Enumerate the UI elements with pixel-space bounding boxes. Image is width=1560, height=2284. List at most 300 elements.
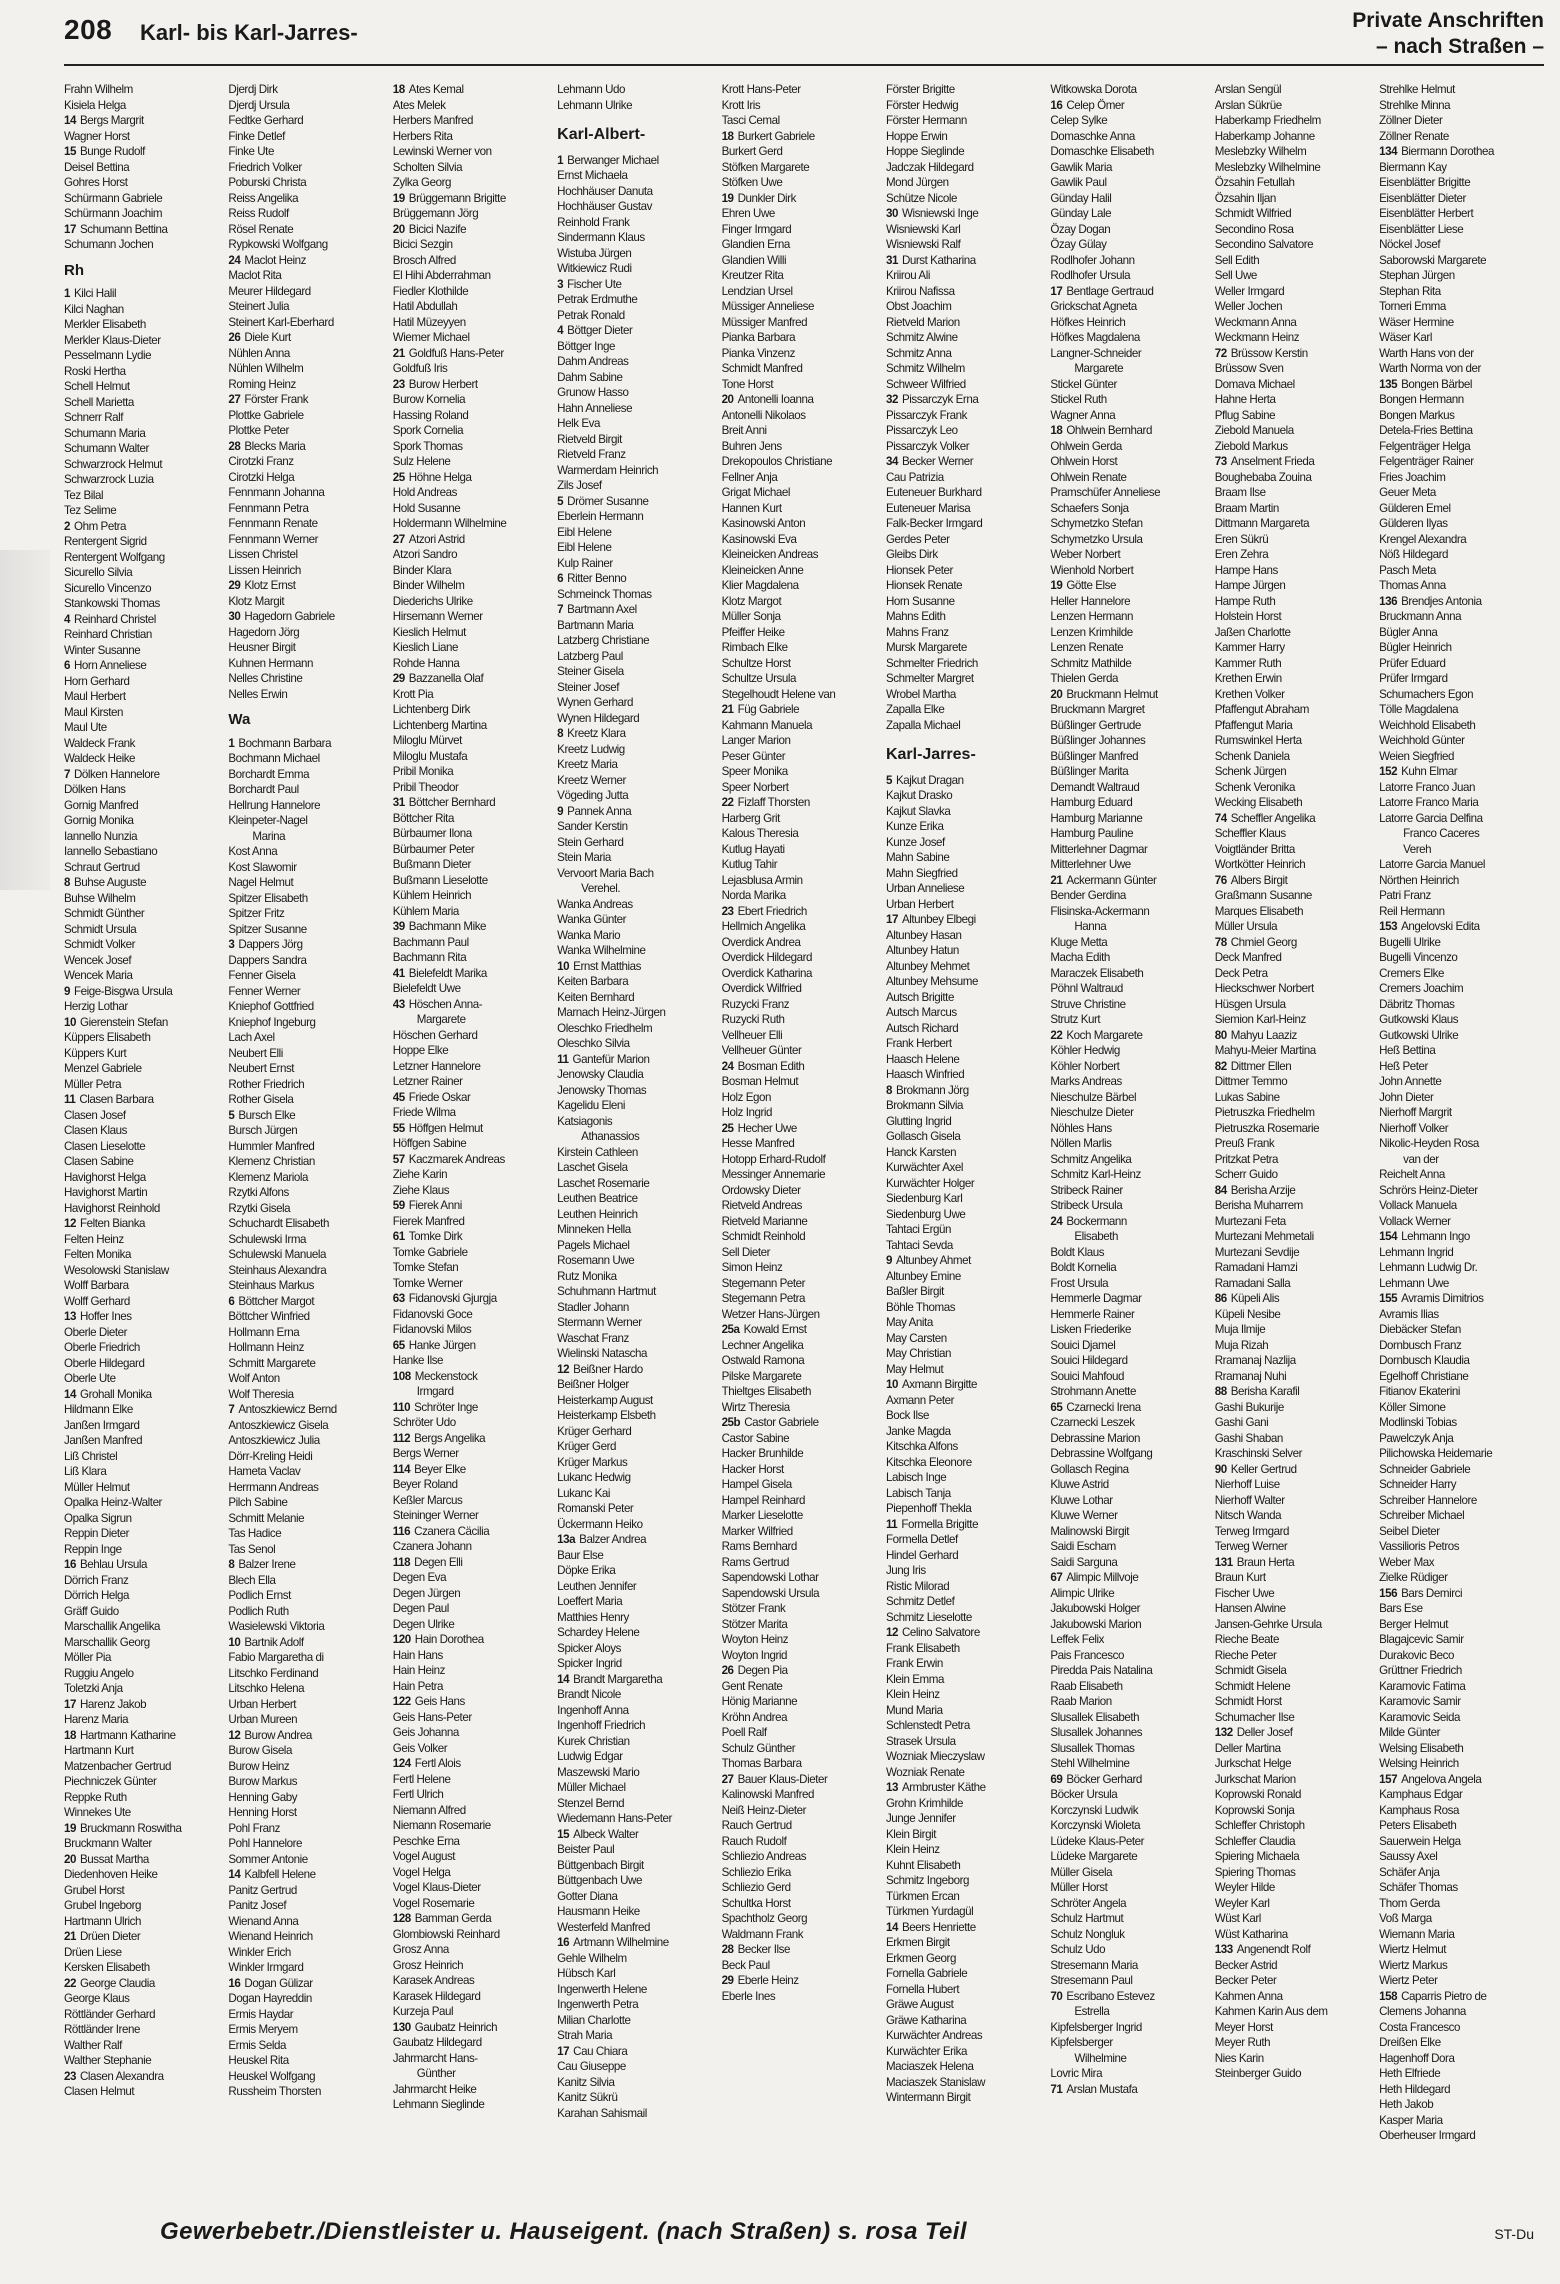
resident-name: Meckenstock [414,1369,478,1383]
resident-entry: Oberle Dieter [64,1325,128,1339]
house-number: 153 [1379,920,1398,933]
resident-entry: Schultze Ursula [721,672,797,685]
resident-entry: Messinger Annemarie [721,1168,826,1181]
resident-entry: Costa Francesco [1379,2020,1461,2034]
resident-name: Czarnecki Irena [1066,1400,1141,1414]
resident-entry: Schardey Helene [557,1626,640,1639]
resident-entry [722,1322,884,1338]
resident-entry: Havighorst Martin [64,1186,148,1199]
resident-name: Brüssow Kerstin [1230,346,1308,360]
resident-entry: Strohmann Anette [1050,1385,1136,1398]
resident-name: Armbruster Käthe [901,1781,986,1794]
house-number: 43 [392,997,405,1011]
resident-entry: Detela-Fries Bettina [1379,424,1473,437]
resident-entry [393,1152,555,1168]
house-number: 72 [1214,346,1227,360]
resident-entry: Nierhoff Walter [1214,1493,1285,1507]
resident-entry: Slusallek Johannes [1050,1726,1143,1739]
resident-entry: Brüssow Sven [1214,362,1284,375]
resident-name: Artmann Wilhelmine [573,1936,669,1949]
resident-entry: Ückermann Heiko [557,1517,643,1531]
resident-entry: Ramadani Salla [1214,1276,1291,1290]
house-number: 18 [392,83,405,96]
resident-entry [393,191,555,207]
entry-continuation: van der [1403,1152,1439,1166]
resident-entry [557,323,719,339]
resident-entry: Mahns Edith [885,610,946,623]
resident-entry: Altunbey Emine [885,1269,961,1283]
resident-entry: Nitsch Wanda [1214,1509,1282,1522]
resident-entry: Altunbey Mehsume [885,975,978,988]
resident-entry: Kahmen Anna [1214,1989,1283,2003]
resident-name: Balzer Irene [238,1558,296,1571]
resident-entry [393,1338,555,1354]
resident-entry: Rzytki Gisela [228,1201,291,1215]
resident-entry: Bongen Markus [1379,408,1455,422]
resident-entry: Hain Heinz [392,1664,445,1677]
resident-entry: Hahne Herta [1214,393,1276,406]
resident-entry: Muja Rizah [1214,1338,1269,1352]
resident-name: Hoffer Ines [80,1310,132,1323]
resident-entry [1050,1772,1212,1788]
house-number: 55 [392,1121,405,1135]
resident-name: Castor Gabriele [744,1416,819,1429]
directory-columns [64,82,1544,2198]
house-number: 4 [64,612,70,626]
resident-entry: Wintermann Birgit [885,2091,971,2104]
resident-entry: Schürmann Gabriele [64,191,163,205]
resident-entry: Türkmen Yurdagül [885,1905,974,1918]
resident-entry: Labisch Tanja [885,1486,951,1500]
resident-entry: Glutting Ingrid [885,1114,952,1128]
resident-name: Bamman Gerda [414,1912,492,1925]
resident-entry: Wiertz Markus [1379,1958,1448,1972]
entry-continuation: Günther [416,2067,456,2080]
resident-entry: Plottke Peter [228,424,289,437]
resident-entry [1379,377,1541,393]
resident-name: Bruckmann Helmut [1066,687,1158,701]
resident-entry: Gashi Shaban [1214,1431,1283,1445]
house-number: 22 [1050,1028,1063,1042]
resident-entry: Bürbaumer Ilona [392,827,472,840]
resident-entry: Jahrmarcht Hans- [392,2051,478,2065]
resident-entry: Grubel Ingeborg [64,1899,142,1912]
resident-entry [886,253,1048,269]
resident-entry: Petrak Erdmuthe [557,293,638,306]
resident-entry: Schmelter Margret [885,672,974,685]
resident-entry: Lenzen Krimhilde [1050,625,1133,639]
resident-name: Deller Josef [1236,1726,1293,1739]
resident-entry: Wäser Karl [1379,331,1432,344]
resident-entry: Secondino Rosa [1214,222,1294,236]
resident-name: Höschen Anna- [408,997,483,1011]
house-number: 18 [64,1728,76,1742]
resident-entry: Büßlinger Manfred [1050,749,1139,763]
resident-entry [722,129,884,145]
resident-entry: Kipfelsberger Ingrid [1050,2020,1142,2034]
resident-entry: Büßlinger Gertrude [1050,718,1141,732]
resident-entry: Kriirou Ali [885,269,930,282]
resident-entry: Kurzeja Paul [392,2005,454,2018]
resident-entry: Kitschka Eleonore [885,1455,972,1469]
resident-entry: Klotz Margit [228,594,285,608]
resident-name: Bachmann Mike [408,920,487,933]
resident-name: Dittmer Ellen [1230,1059,1292,1073]
street-heading: Karl-Albert- [557,126,646,143]
resident-entry [722,1772,884,1788]
resident-entry: Burow Markus [228,1775,298,1788]
resident-entry: Kajkut Slavka [885,804,951,818]
resident-entry [886,206,1048,222]
resident-entry [64,1387,226,1403]
resident-entry [1379,764,1541,780]
resident-entry: Heß Bettina [1379,1044,1436,1057]
resident-entry: Schumachers Egon [1379,687,1474,701]
resident-entry: Matthies Henry [557,1610,629,1624]
resident-entry: Burow Kornelia [392,393,466,406]
resident-entry: Heth Elfriede [1379,2067,1441,2080]
resident-entry: Helk Eva [557,417,600,430]
resident-entry: Lukanc Hedwig [557,1471,631,1484]
resident-entry: Oberheuser Irmgard [1379,2129,1476,2142]
resident-entry: Kahmen Karin Aus dem [1214,2005,1328,2018]
resident-entry [228,1728,390,1744]
resident-entry: Sell Edith [1214,253,1260,267]
resident-entry: Vogel Klaus-Dieter [392,1881,481,1894]
resident-entry: Ordowsky Dieter [721,1183,801,1197]
house-number: 156 [1379,1586,1398,1600]
resident-entry: Fennmann Johanna [228,486,325,499]
page-header [64,8,1544,66]
resident-entry: Autsch Richard [885,1021,959,1035]
house-number: 6 [64,659,70,672]
resident-entry: Ingenhoff Anna [557,1703,629,1717]
house-number: 5 [885,773,892,787]
resident-entry: Wüst Karl [1214,1912,1261,1925]
resident-entry: Felgenträger Helga [1379,439,1471,453]
resident-entry: Dahm Andreas [557,355,629,368]
resident-entry: Iannello Sebastiano [64,845,158,858]
resident-entry: Janke Magda [885,1424,951,1438]
resident-entry [886,1780,1048,1796]
resident-entry: Reil Hermann [1379,904,1445,918]
house-number: 152 [1379,765,1398,778]
resident-entry: Roming Heinz [228,377,296,391]
resident-entry: Opalka Heinz-Walter [64,1496,162,1509]
resident-entry: Pfaffengut Abraham [1214,703,1309,716]
resident-entry: Felgenträger Rainer [1379,455,1474,468]
resident-entry [1215,1291,1377,1307]
resident-entry: Tomke Werner [392,1276,463,1290]
resident-entry: Schulewski Manuela [228,1248,326,1261]
resident-entry: Ziehe Klaus [392,1183,450,1197]
resident-entry: Ohlwein Horst [1050,455,1118,468]
resident-entry: Pagels Michael [557,1238,630,1252]
resident-entry: Nörthen Heinrich [1379,873,1459,887]
resident-entry: Stermann Werner [557,1316,642,1329]
resident-entry [228,1635,390,1651]
resident-entry: Euteneuer Burkhard [885,486,982,499]
resident-entry: Rietveld Birgit [557,432,622,446]
resident-entry: Cau Giuseppe [557,2060,626,2073]
resident-entry: Leffek Felix [1050,1633,1105,1646]
resident-entry: Fierek Manfred [392,1214,465,1228]
resident-entry: Schmitz Angelika [1050,1152,1132,1166]
resident-entry: Havighorst Helga [64,1170,146,1184]
resident-entry: Geis Volker [392,1741,448,1755]
resident-entry: Gräff Guido [64,1604,119,1618]
resident-entry: Demandt Waltraud [1050,780,1140,794]
resident-entry [228,330,390,346]
resident-entry: Rauch Gertrud [721,1819,792,1832]
resident-entry: Hellmich Angelika [721,920,806,933]
resident-entry: Strehlke Minna [1379,98,1451,112]
resident-entry: Harberg Grit [721,811,780,825]
resident-entry: Kamphaus Rosa [1379,1803,1459,1817]
resident-entry: Schneider Harry [1379,1478,1457,1491]
resident-name: Beyer Elke [414,1462,466,1476]
resident-entry: Hameta Vaclav [228,1465,301,1478]
resident-entry: Lejasblusa Armin [721,873,803,887]
resident-entry: Zöllner Dieter [1379,114,1443,127]
resident-name: Bochmann Barbara [238,736,332,750]
resident-entry [886,1083,1048,1099]
resident-entry: Heß Peter [1379,1059,1428,1073]
resident-entry: Krethen Erwin [1214,672,1282,685]
resident-entry: Welsing Elisabeth [1379,1741,1464,1755]
resident-entry: Hampel Gisela [721,1478,792,1491]
resident-entry [1215,873,1377,889]
resident-name: Pissarczyk Erna [901,393,979,406]
resident-entry: Hieckschwer Norbert [1214,982,1314,995]
house-number: 29 [228,579,241,592]
resident-entry [557,1827,719,1843]
resident-entry: Gohres Horst [64,176,128,189]
resident-entry: Büßlinger Johannes [1050,734,1146,747]
house-number: 84 [1214,1183,1227,1197]
resident-entry: Schumann Walter [64,442,149,455]
resident-entry: Meyer Ruth [1214,2036,1271,2049]
resident-entry: Schmelter Friedrich [885,656,978,670]
resident-entry: Overdick Hildegard [721,951,813,964]
house-number: 24 [1050,1214,1063,1228]
resident-entry: Kurwächter Axel [885,1161,963,1174]
resident-entry: Krott Hans-Peter [721,83,801,96]
resident-entry: Urban Herbert [228,1697,296,1711]
resident-entry: Deck Petra [1214,966,1268,980]
resident-entry: Schmidt Volker [64,938,136,951]
resident-name: Förster Frank [244,393,309,406]
resident-entry: Stenzel Bernd [557,1796,625,1810]
resident-name: Ritter Benno [567,572,627,585]
resident-entry: Thomas Barbara [721,1757,802,1770]
resident-entry: Kamphaus Edgar [1379,1788,1463,1801]
resident-entry: Spork Thomas [392,439,463,453]
resident-entry: Dahm Sabine [557,370,623,384]
house-number: 24 [228,253,241,267]
resident-entry: Bruckmann Anna [1379,610,1462,623]
house-number: 124 [392,1757,411,1770]
resident-entry: Milian Charlotte [557,2013,631,2027]
resident-entry [393,671,555,687]
resident-name: Clasen Alexandra [80,2069,164,2083]
resident-entry: Celep Sylke [1050,114,1108,127]
resident-entry: Bongen Hermann [1379,393,1464,406]
resident-entry: Karamovic Seida [1379,1710,1461,1724]
resident-entry: Bicici Sezgin [392,238,453,251]
resident-entry: Schliezio Gerd [721,1881,791,1894]
resident-name: Brandt Margaretha [573,1672,663,1686]
house-number: 118 [392,1555,411,1569]
resident-entry: Kirstein Cathleen [557,1145,638,1159]
resident-entry: Geuer Meta [1379,486,1436,499]
resident-entry: Brandt Nicole [557,1688,621,1701]
resident-entry: Mahn Siegfried [885,866,958,880]
resident-entry: Wolf Anton [228,1372,280,1385]
resident-entry [1215,1555,1377,1571]
resident-entry [393,795,555,811]
resident-entry: Hummler Manfred [228,1139,315,1153]
resident-entry: Vögeding Jutta [557,789,629,802]
resident-entry: Fellner Anja [721,470,778,484]
resident-entry: Gollasch Regina [1050,1462,1129,1476]
resident-entry: Marques Elisabeth [1214,904,1304,918]
house-number: 29 [721,1974,734,1987]
resident-entry: Büßlinger Marita [1050,765,1129,778]
resident-entry: Mitterlehner Uwe [1050,858,1131,871]
resident-entry: Struve Christine [1050,997,1126,1011]
resident-entry [1050,1214,1212,1230]
resident-entry: Deck Manfred [1214,951,1282,964]
resident-entry: Stribeck Ursula [1050,1199,1123,1212]
resident-entry [557,1672,719,1688]
resident-entry: Bruckmann Margret [1050,703,1145,716]
resident-entry: Terweg Werner [1214,1540,1288,1553]
resident-entry: Krott Pia [392,687,434,701]
resident-entry: Keiten Barbara [557,975,629,988]
resident-entry: Burow Heinz [228,1759,290,1773]
resident-entry: Stöfken Uwe [721,176,783,189]
resident-entry [886,392,1048,408]
resident-name: Dunkler Dirk [737,191,796,205]
resident-entry [393,1090,555,1106]
resident-entry: Heuskel Wolfgang [228,2069,316,2083]
resident-entry: Buhse Wilhelm [64,891,136,905]
resident-entry: Rentergent Sigrid [64,535,147,548]
directory-column [886,82,1050,2198]
resident-entry [64,222,226,238]
resident-entry: Nierhoff Luise [1214,1478,1280,1491]
resident-name: Avramis Dimitrios [1401,1292,1484,1305]
house-number: 1 [557,153,564,167]
resident-entry: Siedenburg Uwe [885,1207,966,1221]
resident-entry: Wanka Günter [557,913,627,926]
resident-name: Hanke Jürgen [408,1338,476,1352]
house-number: 10 [228,1635,241,1649]
resident-entry: Urban Herbert [885,897,954,911]
resident-entry: Günday Halil [1050,191,1112,205]
resident-entry: Murtezani Sevdije [1214,1245,1300,1259]
resident-entry: Hoppe Erwin [885,129,948,143]
resident-entry: Bender Gerdina [1050,889,1126,902]
resident-entry: Zapalla Elke [885,703,945,716]
house-number: 13 [885,1781,898,1794]
resident-entry: Koprowski Ronald [1214,1788,1301,1801]
resident-name: Harenz Jakob [80,1697,147,1711]
resident-entry [1379,1772,1541,1788]
resident-name: Schröter Inge [414,1400,478,1414]
resident-entry: Böttcher Winfried [228,1310,310,1323]
resident-entry: Erkmen Georg [885,1951,956,1965]
resident-entry: Ramadani Hamzi [1214,1261,1298,1274]
resident-entry: Schmitz Lieselotte [885,1610,972,1624]
house-number: 2 [64,519,70,533]
resident-entry: Pritzkat Petra [1214,1152,1279,1166]
resident-entry [393,1431,555,1447]
resident-name: Drüen Dieter [80,1930,141,1943]
resident-name: Bauer Klaus-Dieter [737,1772,828,1786]
resident-entry: Bügler Heinrich [1379,641,1452,654]
resident-entry: Hatil Abdullah [392,300,458,313]
resident-entry: Krethen Volker [1214,687,1285,701]
resident-entry [393,222,555,238]
resident-entry: Krott Iris [721,98,761,112]
resident-entry: Ingenwerth Petra [557,1998,639,2011]
resident-entry: Höschen Gerhard [392,1028,478,1042]
resident-entry: Binder Klara [392,563,452,577]
resident-entry: Ziehe Karin [392,1168,448,1181]
resident-entry: Jurkschat Marion [1214,1772,1296,1786]
resident-entry: Klein Birgit [885,1827,936,1841]
resident-entry: Meslebzky Wilhelmine [1214,160,1321,174]
house-number: 15 [557,1827,570,1841]
resident-entry [886,1253,1048,1269]
resident-entry [64,1015,226,1031]
resident-entry: Clemens Johanna [1379,2005,1466,2018]
resident-entry: Dölken Hans [64,783,126,796]
resident-entry: Schulz Udo [1050,1943,1106,1956]
section-title-line1: Private Anschriften [1352,9,1544,32]
resident-entry: Schreiber Michael [1379,1509,1465,1522]
resident-entry: Finke Detlef [228,129,285,143]
directory-column [1379,82,1543,2198]
resident-entry [1215,346,1377,362]
house-number: 16 [228,1976,241,1990]
resident-entry: Maszewski Mario [557,1765,640,1779]
resident-entry: Fennmann Werner [228,532,319,546]
resident-entry: Norda Marika [721,889,786,902]
resident-entry: Kasinowski Eva [721,532,797,546]
resident-entry: Ingenwerth Helene [557,1982,647,1996]
resident-name: Albers Birgit [1230,873,1288,887]
resident-entry: Wiertz Peter [1379,1974,1438,1987]
resident-entry: Janßen Manfred [64,1434,143,1447]
resident-entry: Jahrmarcht Heike [392,2082,477,2096]
resident-entry [1215,1725,1377,1741]
resident-entry: Ernst Michaela [557,169,628,182]
resident-entry: Piredda Pais Natalina [1050,1664,1153,1677]
resident-entry: Formella Detlef [885,1533,958,1546]
resident-entry: Rösel Renate [228,222,294,236]
resident-entry: Heth Hildegard [1379,2082,1451,2096]
resident-entry: Peschke Erna [392,1834,460,1848]
resident-entry: Fenner Gisela [228,969,296,982]
resident-entry: Schymetzko Stefan [1050,517,1143,530]
resident-name: Burow Herbert [408,377,478,391]
resident-name: Kaczmarek Andreas [408,1152,505,1166]
resident-name: Gaubatz Heinrich [414,2020,498,2034]
resident-entry: Boldt Kornelia [1050,1261,1117,1274]
